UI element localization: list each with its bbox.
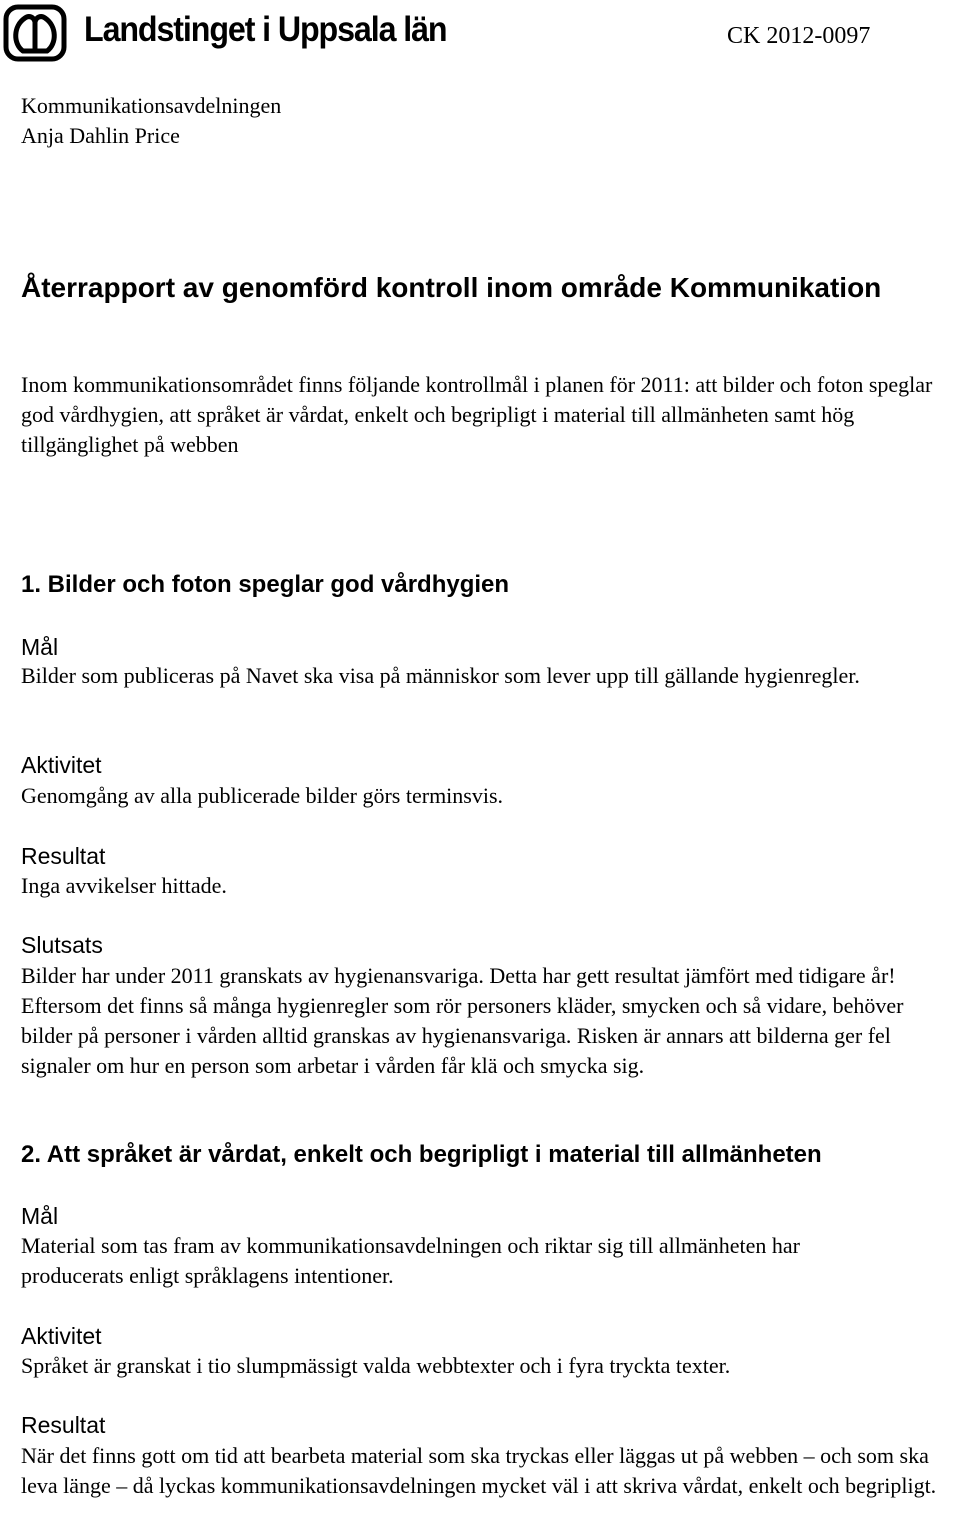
organization-name: Landstinget i Uppsala län (84, 10, 447, 49)
section-1-heading: 1. Bilder och foton speglar god vårdhygien (21, 571, 510, 598)
section-2-heading: 2. Att språket är vårdat, enkelt och begripligt i material till allmänheten (21, 1141, 822, 1168)
section-1-goal-label: Mål (21, 634, 59, 660)
section-1-activity-text: Genomgång av alla publicerade bilder görs terminsvis. (21, 783, 504, 808)
section-1-goal-text: Bilder som publiceras på Navet ska visa på människor som lever upp till gällande hygienregler. (21, 663, 860, 688)
section-1-conclusion-text: Bilder har under 2011 granskats av hygienansvariga. Detta har gett resultat jämfört med tidigare år! Eftersom det finns så många hygienregler som rör personers kläder, smycken och så vidare, behöver bilder på personer i vården alltid granskas av hygienansvariga. Risken är annars att bilderna ger fel signaler om hur en person som arbetar i vården får klä och smycka sig. (21, 963, 904, 1078)
author: Anja Dahlin Price (21, 123, 180, 148)
department: Kommunikationsavdelningen (21, 93, 282, 118)
section-2-result-text: När det finns gott om tid att bearbeta material som ska tryckas eller läggas ut på webben – och som ska leva länge – då lyckas kommunikationsavdelningen mycket väl i att skriva vårdat, enkelt och begripligt. (21, 1443, 937, 1498)
intro-paragraph: Inom kommunikationsområdet finns följande kontrollmål i planen för 2011: att bilder och foton speglar god vårdhygien, att språket är vårdat, enkelt och begripligt i material till allmänheten samt hög tillgänglighet på webben (21, 372, 933, 457)
document-title: Återrapport av genomförd kontroll inom område Kommunikation (21, 272, 882, 303)
landstinget-logo-icon (3, 4, 67, 62)
section-2-goal-label: Mål (21, 1203, 59, 1229)
section-2-result-label: Resultat (21, 1412, 106, 1438)
section-1-conclusion-label: Slutsats (21, 932, 103, 958)
section-2-goal-text: Material som tas fram av kommunikationsavdelningen och riktar sig till allmänheten har producerats enligt språklagens intentioner. (21, 1233, 800, 1288)
section-1-activity-label: Aktivitet (21, 752, 102, 778)
section-1-result-label: Resultat (21, 843, 106, 869)
section-2-activity-text: Språket är granskat i tio slumpmässigt valda webbtexter och i fyra tryckta texter. (21, 1353, 731, 1378)
document-reference: CK 2012-0097 (727, 23, 871, 49)
section-1-result-text: Inga avvikelser hittade. (21, 873, 227, 898)
section-2-activity-label: Aktivitet (21, 1323, 102, 1349)
